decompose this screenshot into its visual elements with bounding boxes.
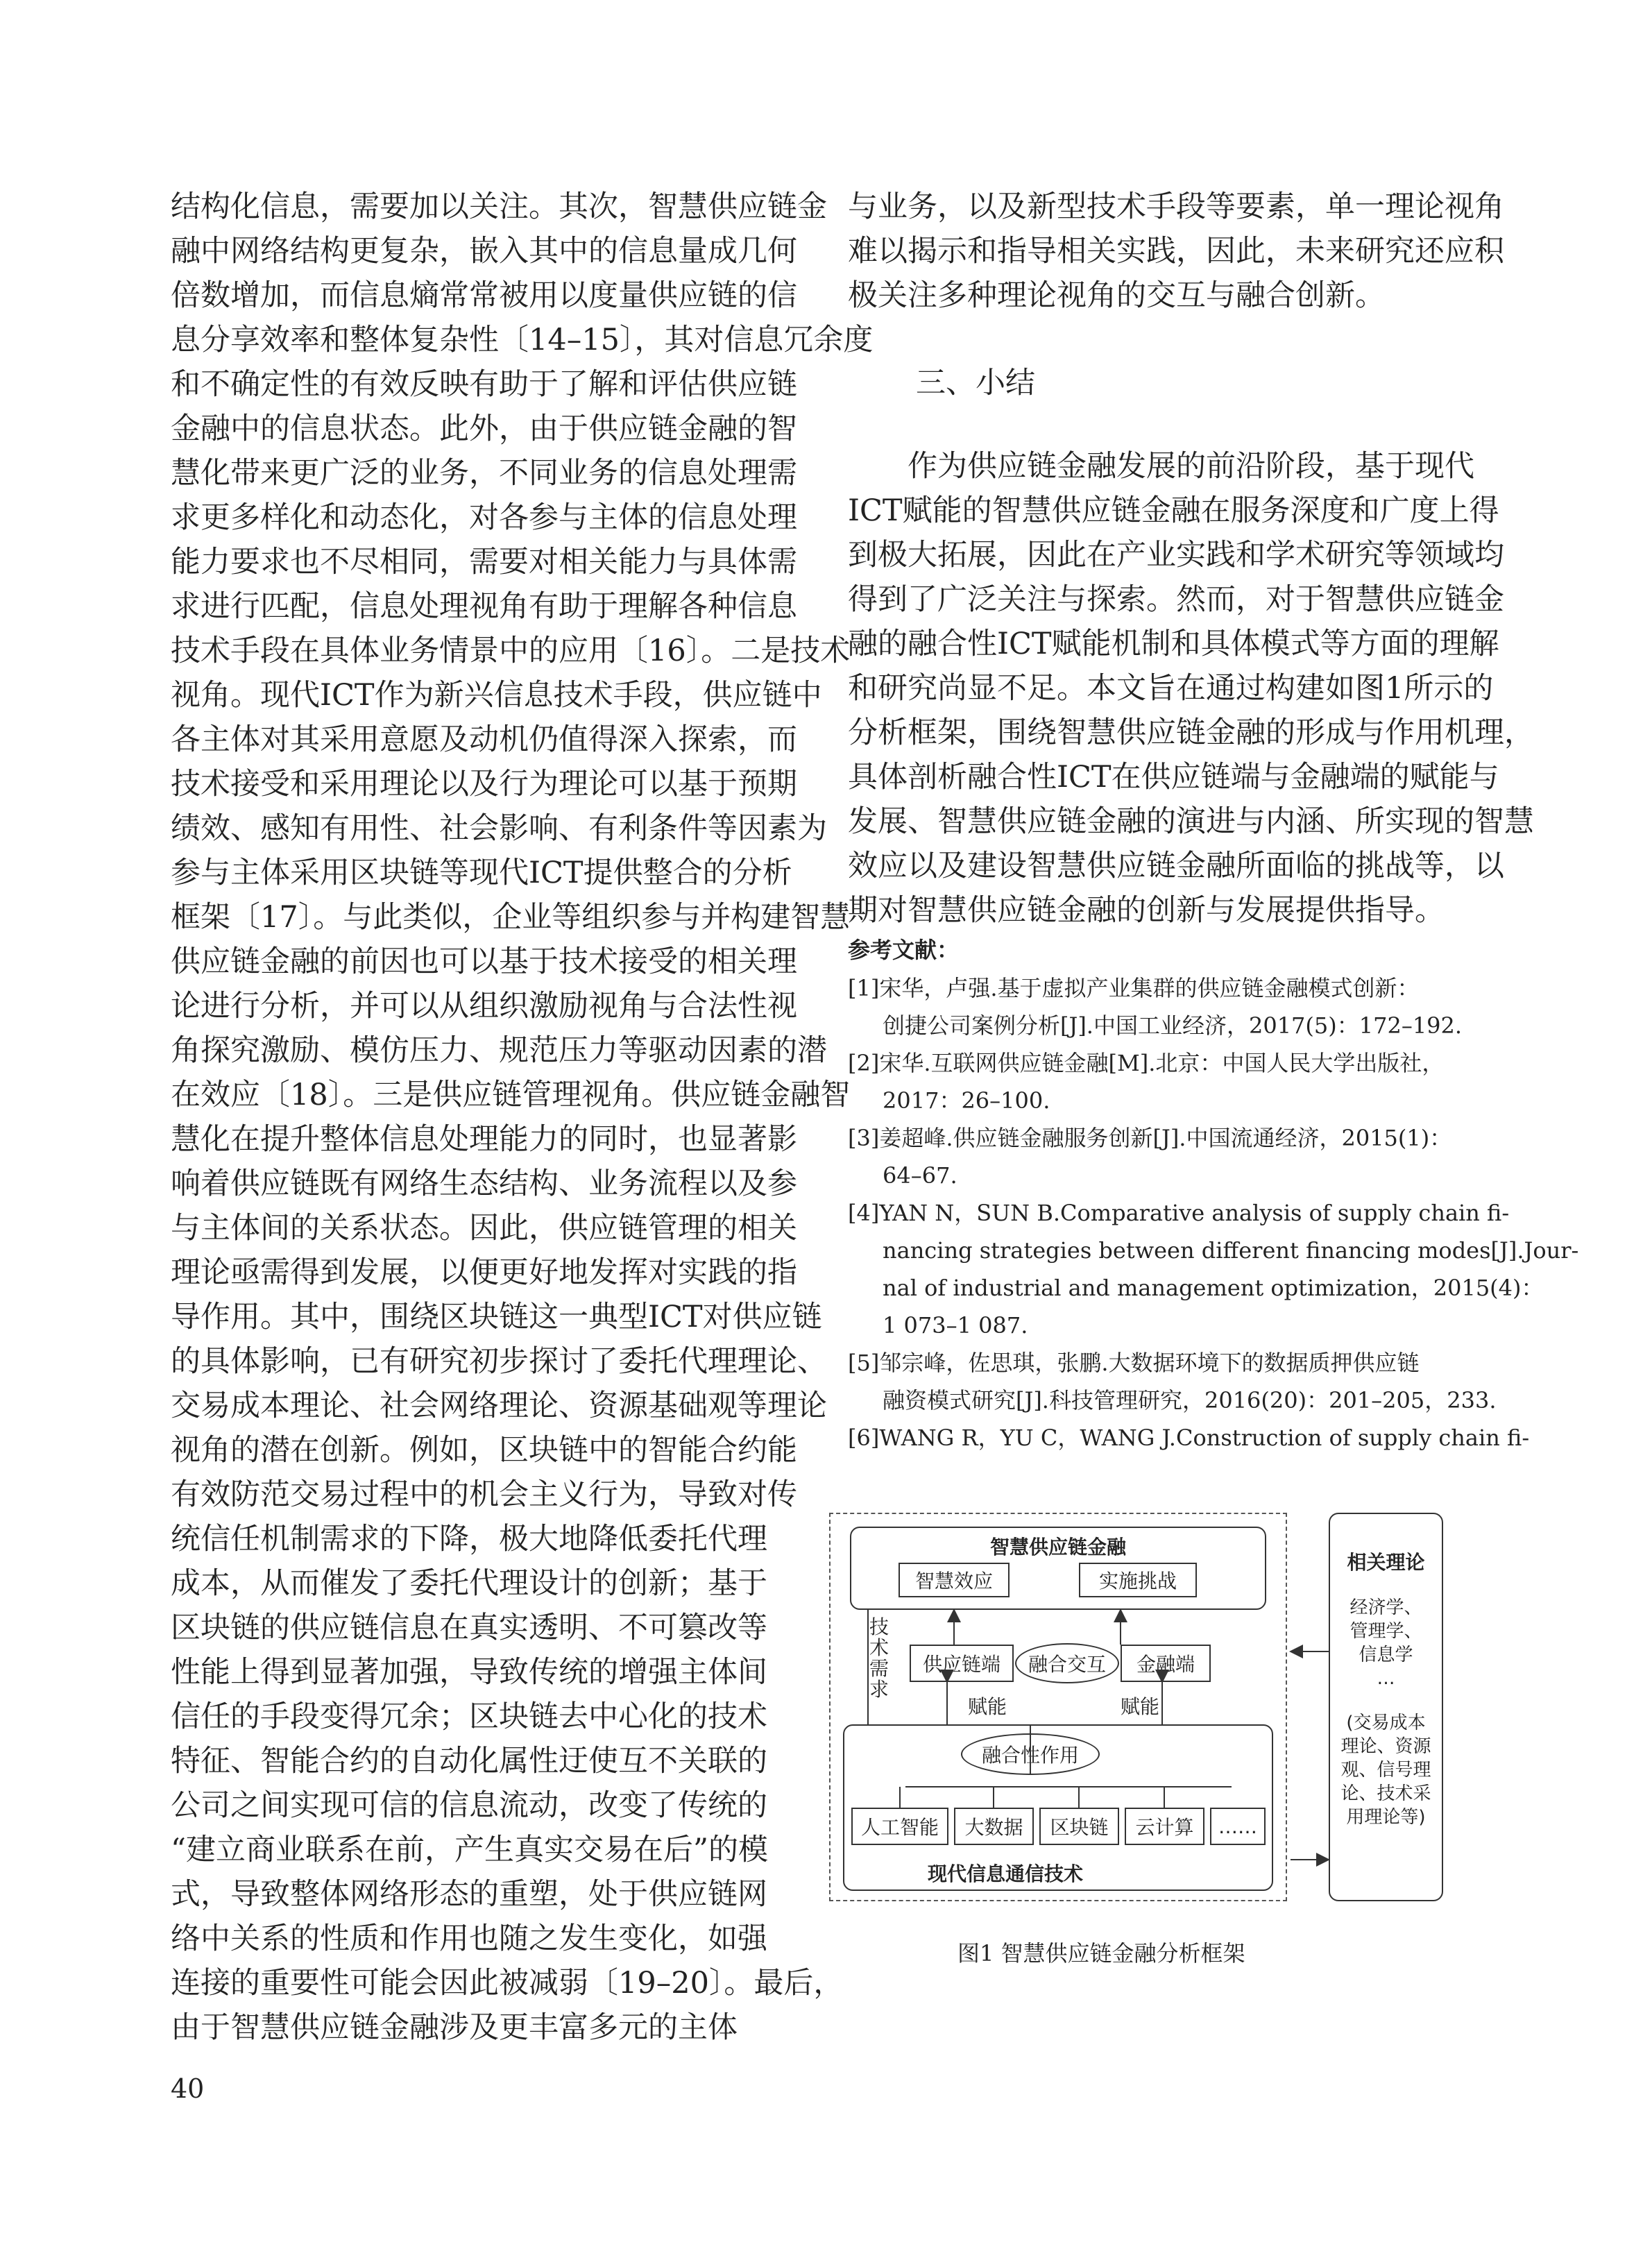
figure-arrows (829, 1513, 1454, 1901)
text-line: 与业务，以及新型技术手段等要素，单一理论视角 (848, 189, 1504, 224)
text-line: 和研究尚显不足。本文旨在通过构建如图1所示的 (848, 671, 1494, 706)
text-line: 发展、智慧供应链金融的演进与内涵、所实现的智慧 (848, 804, 1534, 839)
text-line: 区块链的供应链信息在真实透明、不可篡改等 (171, 1611, 767, 1645)
text-line: 慧化带来更广泛的业务，不同业务的信息处理需 (171, 456, 797, 491)
reference-continuation: 1 073–1 087. (883, 1312, 1028, 1339)
right-column-top (848, 185, 1504, 318)
text-line: 融的融合性ICT赋能机制和具体模式等方面的理解 (848, 627, 1499, 661)
theory-line: 管理学、 (1349, 1621, 1422, 1642)
reference-item: [5]邹宗峰，佐思琪，张鹏.大数据环境下的数据质押供应链 (848, 1350, 1420, 1376)
figure-caption: 图1 智慧供应链金融分析框架 (957, 1940, 1245, 1967)
text-line: 求进行匹配，信息处理视角有助于理解各种信息 (171, 589, 797, 624)
text-line: 络中关系的性质和作用也随之发生变化，如强 (171, 1921, 767, 1956)
text-line: 特征、智能合约的自动化属性迂使互不关联的 (171, 1744, 767, 1778)
supply-end-box: 供应链端 (910, 1645, 1014, 1682)
modern-ict-title: 现代信息通信技术 (928, 1862, 1084, 1885)
summary-paragraph (848, 444, 1534, 933)
text-line: 响着供应链既有网络生态结构、业务流程以及参 (171, 1166, 797, 1201)
reference-continuation: 2017：26–100. (883, 1087, 1050, 1114)
text-line: 得到了广泛关注与探索。然而，对于智慧供应链金 (848, 582, 1504, 617)
fusion-ellipse: 融合交互 (1015, 1643, 1119, 1683)
text-line: 角探究激励、模仿压力、规范压力等驱动因素的潜 (171, 1033, 827, 1068)
text-line: 成本，从而催发了委托代理设计的创新；基于 (171, 1566, 767, 1601)
tech-bigdata: 大数据 (954, 1808, 1034, 1845)
tech-cloud: 云计算 (1125, 1808, 1204, 1845)
challenges-box: 实施挑战 (1079, 1563, 1197, 1597)
empower-left-label: 赋能 (968, 1695, 1007, 1718)
smart-effect-box: 智慧效应 (899, 1563, 1010, 1597)
text-line: 各主体对其采用意愿及动机仍值得深入探索，而 (171, 722, 797, 757)
theory-line: 经济学、 (1349, 1597, 1422, 1618)
text-line: 到极大拓展，因此在产业实践和学术研究等领域均 (848, 538, 1504, 572)
text-line: 供应链金融的前因也可以基于技术接受的相关理 (171, 944, 797, 979)
reference-continuation: nancing strategies between different financing modes[J].Jour- (883, 1237, 1579, 1264)
references-title: 参考文献： (848, 937, 960, 963)
text-line: 金融中的信息状态。此外，由于供应链金融的智 (171, 411, 797, 446)
text-line: 求更多样化和动态化，对各参与主体的信息处理 (171, 500, 797, 535)
text-line: 连接的重要性可能会因此被减弱〔19–20〕。最后， (171, 1966, 844, 2001)
text-line: 慧化在提升整体信息处理能力的同时，也显著影 (171, 1122, 797, 1157)
text-line: 在效应〔18〕。三是供应链管理视角。供应链金融智 (171, 1078, 851, 1112)
text-line: “建立商业联系在前，产生真实交易在后”的模 (171, 1833, 768, 1867)
reference-item: [2]宋华.互联网供应链金融[M].北京：中国人民大学出版社， (848, 1050, 1445, 1076)
page-number: 40 (171, 2073, 205, 2104)
text-line: 统信任机制需求的下降，极大地降低委托代理 (171, 1522, 767, 1556)
text-line: ICT赋能的智慧供应链金融在服务深度和广度上得 (848, 493, 1499, 528)
reference-item: [4]YAN N，SUN B.Comparative analysis of supply chain fi- (848, 1200, 1510, 1226)
theory-line: 信息学 (1359, 1645, 1413, 1665)
reference-item: [3]姜超峰.供应链金融服务创新[J].中国流通经济，2015(1)： (848, 1125, 1452, 1151)
reference-continuation: 创捷公司案例分析[J].中国工业经济，2017(5)：172–192. (883, 1012, 1463, 1039)
text-line: 绩效、感知有用性、社会影响、有利条件等因素为 (171, 811, 827, 846)
theory-line: (交易成本 (1346, 1713, 1426, 1733)
text-line: 由于智慧供应链金融涉及更丰富多元的主体 (171, 2010, 738, 2045)
text-line: 导作用。其中，围绕区块链这一典型ICT对供应链 (171, 1300, 822, 1334)
text-line: 有效防范交易过程中的机会主义行为，导致对传 (171, 1477, 797, 1512)
text-line: 论进行分析，并可以从组织激励视角与合法性视 (171, 989, 797, 1024)
smart-scf-title: 智慧供应链金融 (990, 1536, 1127, 1559)
text-line: 分析框架，围绕智慧供应链金融的形成与作用机理， (848, 715, 1534, 750)
text-line: 公司之间实现可信的信息流动，改变了传统的 (171, 1788, 767, 1823)
reference-continuation: 融资模式研究[J].科技管理研究，2016(20)：201–205，233. (883, 1387, 1497, 1413)
text-line: 作为供应链金融发展的前沿阶段，基于现代 (848, 449, 1474, 484)
reference-continuation: 64–67. (883, 1162, 957, 1189)
text-line: 极关注多种理论视角的交互与融合创新。 (848, 278, 1385, 313)
reference-item: [1]宋华，卢强.基于虚拟产业集群的供应链金融模式创新： (848, 975, 1420, 1001)
references-list (848, 969, 1579, 1457)
text-line: 具体剖析融合性ICT在供应链端与金融端的赋能与 (848, 760, 1499, 795)
text-line: 视角。现代ICT作为新兴信息技术手段，供应链中 (171, 678, 822, 713)
tech-more: …… (1210, 1808, 1266, 1845)
text-line: 视角的潜在创新。例如，区块链中的智能合约能 (171, 1433, 797, 1468)
theory-line: 理论、资源 (1340, 1736, 1431, 1757)
text-line: 框架〔17〕。与此类似，企业等组织参与并构建智慧 (171, 900, 851, 935)
theory-line: 论、技术采 (1340, 1783, 1431, 1804)
text-line: 理论亟需得到发展，以便更好地发挥对实践的指 (171, 1255, 797, 1290)
text-line: 融中网络结构更复杂，嵌入其中的信息量成几何 (171, 234, 797, 269)
text-line: 效应以及建设智慧供应链金融所面临的挑战等，以 (848, 849, 1504, 883)
theory-title: 相关理论 (1347, 1551, 1425, 1574)
text-line: 性能上得到显著加强，导致传统的增强主体间 (171, 1655, 767, 1690)
text-line: 技术接受和采用理论以及行为理论可以基于预期 (171, 767, 797, 801)
text-line: 参与主体采用区块链等现代ICT提供整合的分析 (171, 856, 792, 890)
section-heading: 三、小结 (916, 366, 1035, 400)
text-line: 式，导致整体网络形态的重塑，处于供应链网 (171, 1877, 767, 1912)
reference-continuation: nal of industrial and management optimization，2015(4)： (883, 1275, 1544, 1301)
text-line: 结构化信息，需要加以关注。其次，智慧供应链金 (171, 189, 827, 224)
text-line: 倍数增加，而信息熵常常被用以度量供应链的信 (171, 278, 797, 313)
text-line: 息分享效率和整体复杂性〔14–15〕，其对信息冗余度 (171, 323, 874, 357)
theory-line: … (1377, 1668, 1395, 1689)
left-column (171, 185, 874, 2050)
theory-line: 观、信号理 (1340, 1760, 1431, 1781)
theory-line: 用理论等) (1346, 1807, 1426, 1828)
text-line: 和不确定性的有效反映有助于了解和评估供应链 (171, 367, 797, 402)
empower-right-label: 赋能 (1121, 1695, 1160, 1718)
framework-figure (829, 1513, 1454, 1901)
finance-end-box: 金融端 (1121, 1645, 1211, 1682)
reference-item: [6]WANG R，YU C，WANG J.Construction of supply chain fi- (848, 1425, 1530, 1451)
text-line: 技术手段在具体业务情景中的应用〔16〕。二是技术 (171, 634, 851, 668)
text-line: 期对智慧供应链金融的创新与发展提供指导。 (848, 893, 1445, 928)
tech-ai: 人工智能 (851, 1808, 948, 1845)
text-line: 的具体影响，已有研究初步探讨了委托代理理论、 (171, 1344, 827, 1379)
text-line: 难以揭示和指导相关实践，因此，未来研究还应积 (848, 234, 1504, 269)
tech-demand-label: 技术需求 (869, 1615, 889, 1701)
integration-ellipse: 融合性作用 (961, 1733, 1100, 1775)
text-line: 交易成本理论、社会网络理论、资源基础观等理论 (171, 1388, 827, 1423)
tech-blockchain: 区块链 (1039, 1808, 1119, 1845)
text-line: 信任的手段变得冗余；区块链去中心化的技术 (171, 1699, 767, 1734)
text-line: 能力要求也不尽相同，需要对相关能力与具体需 (171, 545, 797, 579)
text-line: 与主体间的关系状态。因此，供应链管理的相关 (171, 1211, 797, 1246)
